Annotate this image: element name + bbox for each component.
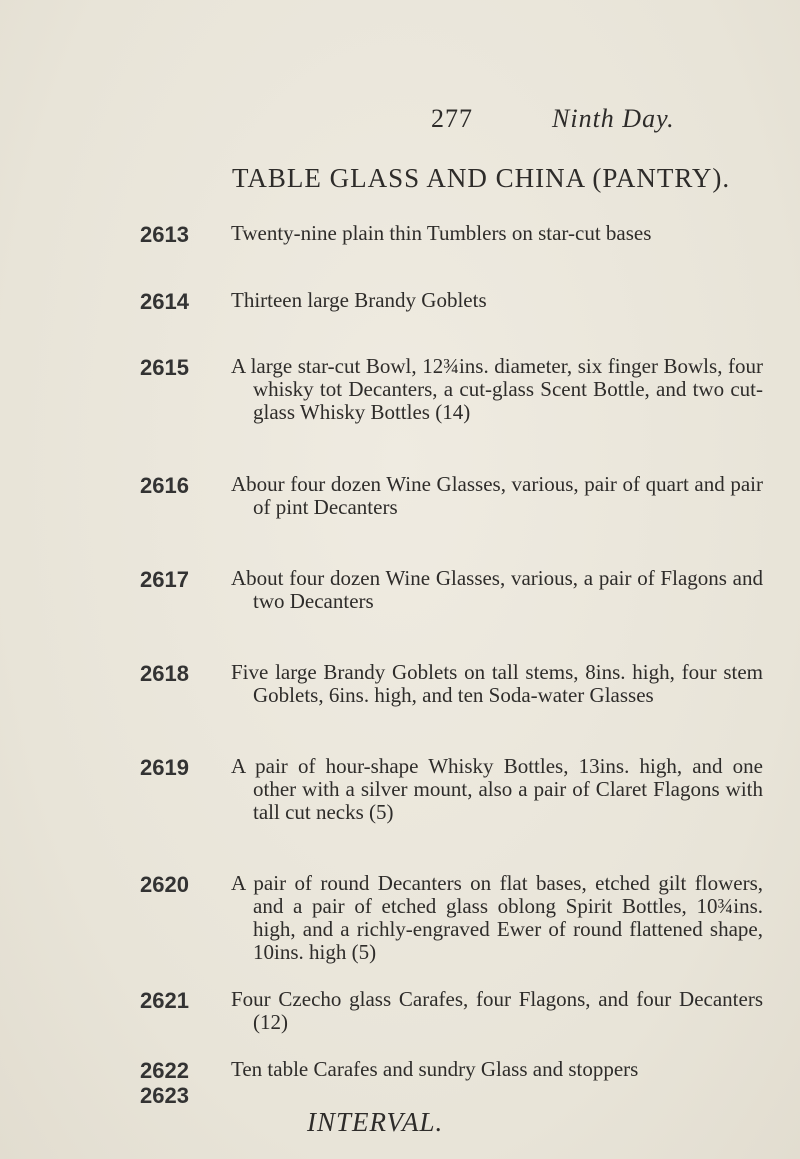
lot-number: 2614 — [140, 289, 189, 314]
lot-number: 2623 — [140, 1083, 189, 1108]
lot-description: Five large Brandy Goblets on tall stems, 8ins. high, four stem Goblets, 6ins. high, and ten Soda-water Glasses — [231, 660, 763, 707]
interval-heading: INTERVAL. — [307, 1107, 444, 1137]
lot-number: 2621 — [140, 988, 189, 1013]
lot-number: 2622 — [140, 1058, 189, 1083]
lot-number: 2615 — [140, 355, 189, 380]
page-header — [0, 104, 800, 144]
lot-description: Four Czecho glass Carafes, four Flagons, and four Decanters (12) — [231, 987, 763, 1034]
day-label: Ninth Day. — [552, 104, 675, 133]
lot-number: 2616 — [140, 473, 189, 498]
page-number: 277 — [431, 104, 473, 133]
lot-description: A pair of hour-shape Whisky Bottles, 13ins. high, and one other with a silver mount, also a pair of Claret Flagons with tall cut necks (5) — [231, 754, 763, 824]
lot-description: Ten table Carafes and sundry Glass and stoppers — [231, 1057, 639, 1081]
lot-description: Abour four dozen Wine Glasses, various, pair of quart and pair of pint Decanters — [231, 472, 763, 519]
section-title: TABLE GLASS AND CHINA (PANTRY). — [232, 163, 731, 193]
lot-description: Twenty-nine plain thin Tumblers on star-cut bases — [231, 221, 652, 245]
lot-description: A pair of round Decanters on flat bases, etched gilt flowers, and a pair of etched glass oblong Spirit Bottles, 10¾ins. high, and a richly-engraved Ewer of round flattened shape, 10ins. high (5) — [231, 871, 763, 964]
lot-number: 2619 — [140, 755, 189, 780]
lot-number: 2617 — [140, 567, 189, 592]
lot-number: 2613 — [140, 222, 189, 247]
lot-description: About four dozen Wine Glasses, various, a pair of Flagons and two Decanters — [231, 566, 763, 613]
lot-number: 2620 — [140, 872, 189, 897]
lot-description: Thirteen large Brandy Goblets — [231, 288, 487, 312]
lot-number: 2618 — [140, 661, 189, 686]
lot-description: A large star-cut Bowl, 12¾ins. diameter, six finger Bowls, four whisky tot Decanters, a cut-glass Scent Bottle, and two cut-glass Whisky Bottles (14) — [231, 354, 763, 424]
